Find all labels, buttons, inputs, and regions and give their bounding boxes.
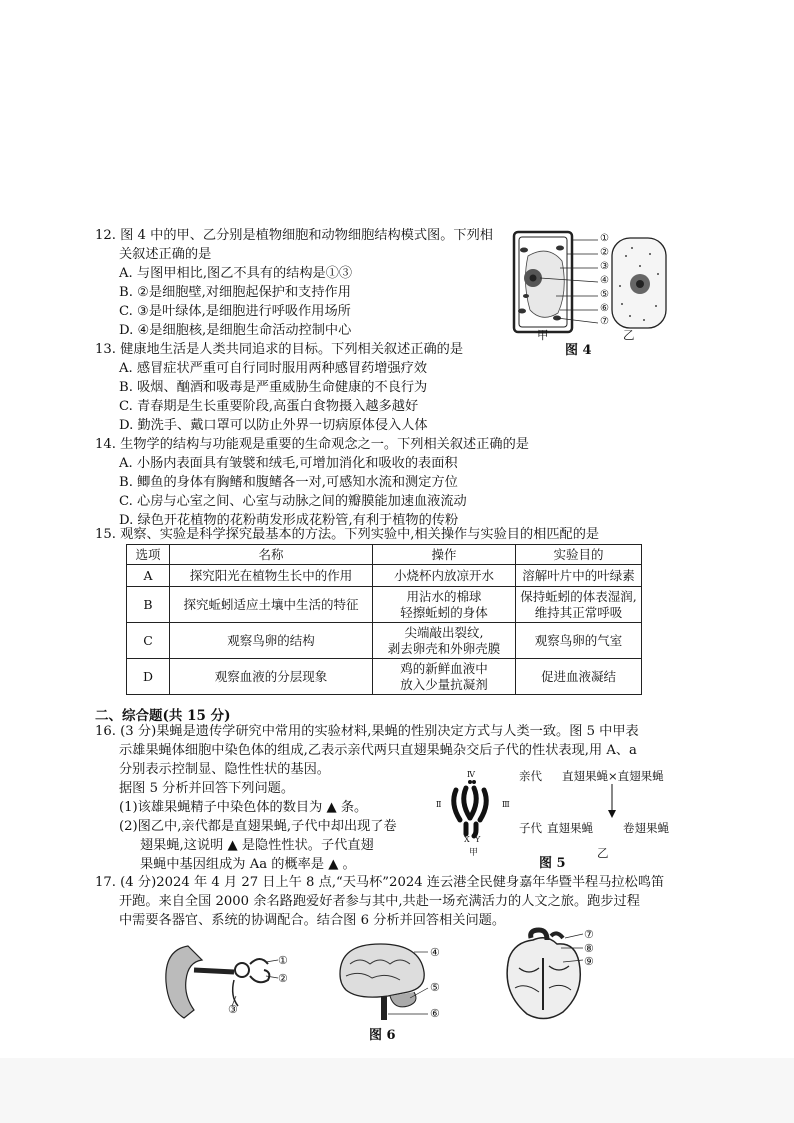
chromosome-icon [480,790,486,820]
q13-option-c: C. 青春期是生长重要阶段,高蛋白食物摄入越多越好 [119,399,419,414]
fig6-label-1: ① [278,954,288,967]
row-b-goal [516,587,642,623]
q12-option-c: C. ③是叶绿体,是细胞进行呼吸作用场所 [119,304,351,319]
fig6-label-9: ⑨ [584,955,594,968]
q16-line4: 据图 5 分析并回答下列问题。 [119,781,295,796]
q12-stem-line1: 12. 图 4 中的甲、乙分别是植物细胞和动物细胞结构模式图。下列相 [95,228,493,243]
row-b-operation [373,587,516,623]
fig6-label-3: ③ [228,1003,238,1016]
row-c-op-line2: 剥去卵壳和外卵壳膜 [387,640,501,656]
fig5-arrow-icon [608,782,618,822]
fig5-chrom-label-x: X [464,835,470,844]
fig6-label-7: ⑦ [584,928,594,941]
col-header-name: 名称 [170,545,373,565]
row-a-op-line1: 小烧杯内放凉开水 [393,567,494,583]
fig6-label-2: ② [278,972,288,985]
table-row [127,623,642,659]
fig4-label-1: ① [600,233,609,244]
table-row [127,565,642,587]
row-b-name: 探究蚯蚓适应土壤中生活的特征 [170,587,373,623]
fig4-label-5: ⑤ [600,289,609,300]
table-row [127,587,642,623]
row-d-goal [516,659,642,695]
col-header-option: 选项 [127,545,170,565]
fig4-caption: 图 4 [565,343,592,358]
chromosome-icon [464,788,470,818]
fig4-yi-label: 乙 [623,328,635,342]
row-d-op-line2: 放入少量抗凝剂 [400,676,488,692]
q13-option-b: B. 吸烟、酗酒和吸毒是严重威胁生命健康的不良行为 [119,380,428,395]
q17-line1: 17. (4 分)2024 年 4 月 27 日上午 8 点,“天马杯”2024 连云港全民健身嘉年华暨半程马拉松鸣笛 [95,875,665,890]
row-b-goal-line2: 维持其正常呼吸 [534,604,623,620]
row-a-goal [516,565,642,587]
q12-option-b: B. ②是细胞壁,对细胞起保护和支持作用 [119,285,351,300]
brain-diagram-icon [330,940,440,1024]
fig4-label-2: ② [600,247,609,258]
q13-option-d: D. 勤洗手、戴口罩可以防止外界一切病原体侵入人体 [119,418,428,433]
q16-sub2-line3: 果蝇中基因组成为 Aa 的概率是 ▲ 。 [140,857,356,872]
row-d-op-line1: 鸡的新鲜血液中 [400,660,488,676]
fig6-label-6: ⑥ [430,1007,440,1020]
q16-sub2-line2: 翅果蝇,这说明 ▲ 是隐性性状。子代直翅 [140,838,374,853]
fig4-jia-label: 甲 [537,328,549,342]
row-d-goal-line1: 促进血液凝结 [540,668,616,684]
col-header-goal: 实验目的 [516,545,642,565]
q17-line3: 中需要各器官、系统的协调配合。结合图 6 分析并回答相关问题。 [119,913,506,928]
row-a-operation [373,565,516,587]
heart-diagram-icon [495,928,595,1024]
row-a-goal-line1: 溶解叶片中的叶绿素 [522,567,635,583]
row-c-option: C [127,623,170,659]
q14-option-d: D. 绿色开花植物的花粉萌发形成花粉管,有利于植物的传粉 [119,513,459,528]
q16-sub2-line1: (2)图乙中,亲代都是直翅果蝇,子代中却出现了卷 [119,819,397,834]
chromosome-icon [454,790,460,820]
table-header-row [127,545,642,565]
q14-option-a: A. 小肠内表面具有皱襞和绒毛,可增加消化和吸收的表面积 [119,456,458,471]
table-row [127,659,642,695]
q14-option-b: B. 鲫鱼的身体有胸鳍和腹鳍各一对,可感知水流和测定方位 [119,475,458,490]
row-d-option: D [127,659,170,695]
q12-option-a: A. 与图甲相比,图乙不具有的结构是①③ [119,266,353,281]
fig4-label-6: ⑥ [600,303,609,314]
animal-cell-icon [612,238,666,328]
q15-stem: 15. 观察、实验是科学探究最基本的方法。下列实验中,相关操作与实验目的相匹配的是 [95,527,600,542]
row-b-op-line1: 用沾水的棉球 [406,588,482,604]
row-b-op-line2: 轻擦蚯蚓的身体 [400,604,488,620]
fig4-label-3: ③ [600,261,609,272]
fig6-caption: 图 6 [369,1028,396,1043]
fig5-chrom-label-iv: Ⅳ [467,770,475,779]
row-c-goal [516,623,642,659]
q12-stem-line2: 关叙述正确的是 [119,247,212,262]
fig5-child-label: 子代 [519,821,542,835]
row-a-option: A [127,565,170,587]
fig5-parent-label: 亲代 [519,769,542,783]
row-c-op-line1: 尖端敲出裂纹, [404,624,484,640]
q16-sub1: (1)该雄果蝇精子中染色体的数目为 ▲ 条。 [119,800,368,815]
q14-stem: 14. 生物学的结构与功能观是重要的生命观念之一。下列相关叙述正确的是 [95,437,529,452]
q13-option-a: A. 感冒症状严重可自行同时服用两种感冒药增强疗效 [119,361,428,376]
chromosome-icon [470,788,476,818]
row-c-name: 观察鸟卵的结构 [170,623,373,659]
plant-cell-icon [514,232,598,332]
fig4-label-4: ④ [600,275,609,286]
ear-diagram-icon [158,940,288,1020]
fig6-label-4: ④ [430,946,440,959]
row-c-goal-line1: 观察鸟卵的气室 [534,632,623,648]
fig5-chrom-label-y: Y [475,835,481,844]
col-header-operation: 操作 [373,545,516,565]
q14-option-c: C. 心房与心室之间、心室与动脉之间的瓣膜能加速血液流动 [119,494,467,509]
q15-experiment-table [126,544,642,695]
fig5-yi-label: 乙 [597,846,609,860]
q13-stem: 13. 健康地生活是人类共同追求的目标。下列相关叙述正确的是 [95,342,464,357]
row-c-operation [373,623,516,659]
fig5-jia-label: 甲 [469,848,479,858]
page-bottom-shade [0,1058,794,1123]
fig5-child-curly: 卷翅果蝇 [623,821,669,835]
q16-line1: 16. (3 分)果蝇是遗传学研究中常用的实验材料,果蝇的性别决定方式与人类一致。图 5 中甲表 [95,724,639,739]
fig5-chrom-label-ii: Ⅱ [436,800,442,809]
row-a-name: 探究阳光在植物生长中的作用 [170,565,373,587]
fig5-chrom-label-iii: Ⅲ [502,800,510,809]
fig6-label-8: ⑧ [584,942,594,955]
fig6-label-5: ⑤ [430,981,440,994]
q16-line2: 示雄果蝇体细胞中染色体的组成,乙表示亲代两只直翅果蝇杂交后子代的性状表现,用 A、a [119,743,637,758]
row-d-operation [373,659,516,695]
row-d-name: 观察血液的分层现象 [170,659,373,695]
fig5-parent-cross: 直翅果蝇×直翅果蝇 [562,769,664,783]
row-b-option: B [127,587,170,623]
q17-line2: 开跑。来自全国 2000 余名路跑爱好者参与其中,共赴一场充满活力的人文之旅。跑步过程 [119,894,640,909]
fig5-caption: 图 5 [539,856,566,871]
section-2-heading: 二、综合题(共 15 分) [95,708,231,724]
row-b-goal-line1: 保持蚯蚓的体表湿润, [520,588,637,604]
fig5-child-straight: 直翅果蝇 [547,821,593,835]
figure-5-chromosomes [436,772,506,852]
q12-option-d: D. ④是细胞核,是细胞生命活动控制中心 [119,323,352,338]
q16-line3: 分别表示控制显、隐性性状的基因。 [119,762,330,777]
fig4-label-7: ⑦ [600,316,609,327]
figure-4-cell-diagrams [500,226,680,346]
